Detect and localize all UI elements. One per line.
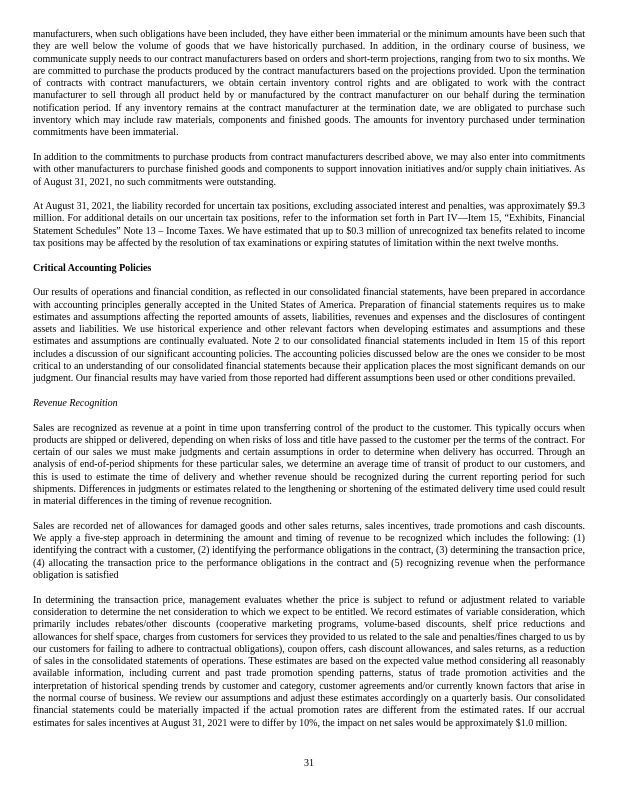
paragraph-sales-recognized: Sales are recognized as revenue at a point in time upon transferring control of the product to the customer. This typically occurs when products are shipped or delivered, depending on when risks of loss and title have passed to the customer per the terms of the contract. For certain of our sales we must make judgments and certain assumptions in order to determine when delivery has occurred. Through an analysis of end-of-period shipments for these particular sales, we determine an average time of transit of product to our customers, and this is used to estimate the time of delivery and whether revenue should be recognized during the current reporting period for such shipments. Differences in judgments or estimates related to the lengthening or shortening of the estimated delivery time used could result in material differences in the timing of revenue recognition. (33, 422, 585, 508)
paragraph-results-of-operations: Our results of operations and financial condition, as reflected in our consolidated financial statements, have been prepared in accordance with accounting principles generally accepted in the United States of America. Preparation of financial statements requires us to make estimates and assumptions affecting the reported amounts of assets, liabilities, revenues and expenses and the disclosures of contingent assets and liabilities. We use historical experience and other relevant factors when developing estimates and assumptions and these estimates and assumptions are continually evaluated. Note 2 to our consolidated financial statements included in Item 15 of this report includes a discussion of our significant accounting policies. The accounting policies discussed below are the ones we consider to be most critical to an understanding of our consolidated financial statements because their application places the most significant demands on our judgment. Our financial results may have varied from those reported had different assumptions been used or other conditions prevailed. (33, 287, 585, 385)
paragraph-sales-recorded-net: Sales are recorded net of allowances for damaged goods and other sales returns, sales incentives, trade promotions and cash discounts. We apply a five-step approach in determining the amount and timing of revenue to be recognized which includes the following: (1) identifying the contract with a customer, (2) identifying the performance obligations in the contract, (3) determining the transaction price, (4) allocating the transaction price to the performance obligations in the contract and (5) recognizing revenue when the performance obligation is satisfied (33, 520, 585, 582)
paragraph-commitments-manufacturers: manufacturers, when such obligations have been included, they have either been immaterial or the minimum amounts have been such that they are well below the volume of goods that we have historically purchased. In addition, in the ordinary course of business, we communicate supply needs to our contract manufacturers based on orders and short-term projections, ranging from two to six months. We are committed to purchase the products produced by the contract manufacturers based on the projections provided. Upon the termination of contracts with contract manufacturers, we obtain certain inventory control rights and are obligated to work with the contract manufacturer to sell through all product held by or manufactured by the contract manufacturer on our behalf during the termination notification period. If any inventory remains at the contract manufacturer at the termination date, we are obligated to purchase such inventory which may include raw materials, components and finished goods. The amounts for inventory purchased under termination commitments have been immaterial. (33, 29, 585, 139)
page-number: 31 (304, 757, 314, 769)
paragraph-uncertain-tax-positions: At August 31, 2021, the liability recorded for uncertain tax positions, excluding associated interest and penalties, was approximately $9.3 million. For additional details on our uncertain tax positions, refer to the information set forth in Part IV—Item 15, “Exhibits, Financial Statement Schedules” Note 13 – Income Taxes. We have estimated that up to $0.3 million of unrecognized tax benefits related to income tax positions may be affected by the resolution of tax examinations or expiring statutes of limitation within the next twelve months. (33, 201, 585, 250)
paragraph-transaction-price: In determining the transaction price, management evaluates whether the price is subject to refund or adjustment related to variable consideration to determine the net consideration to which we expect to be entitled. We record estimates of variable consideration, which primarily includes rebates/other discounts (cooperative marketing programs, volume-based discounts, shelf price reductions and allowances for shelf space, charges from customers for services they provided to us related to the sale and penalties/fines charged to us by our customers for failing to adhere to contractual obligations), coupon offers, cash discount allowances, and sales returns, as a reduction of sales in the consolidated statements of operations. These estimates are based on the expected value method considering all reasonably available information, including current and past trade promotion spending patterns, status of trade promotion activities and the interpretation of historical spending trends by customer and category, customer agreements and/or currently known factors that arise in the normal course of business. We review our assumptions and adjust these estimates accordingly on a quarterly basis. Our consolidated financial statements could be materially impacted if the actual promotion rates are different from the estimated rates. If our accrual estimates for sales incentives at August 31, 2021 were to differ by 10%, the impact on net sales would be approximately $1.0 million. (33, 594, 585, 729)
section-heading-critical-accounting-policies: Critical Accounting Policies (33, 262, 152, 274)
paragraph-other-manufacturer-commitments: In addition to the commitments to purchase products from contract manufacturers described above, we may also enter into commitments with other manufacturers to purchase finished goods and components to support innovation initiatives and/or supply chain initiatives. As of August 31, 2021, no such commitments were outstanding. (33, 151, 585, 188)
subsection-heading-revenue-recognition: Revenue Recognition (33, 397, 118, 409)
